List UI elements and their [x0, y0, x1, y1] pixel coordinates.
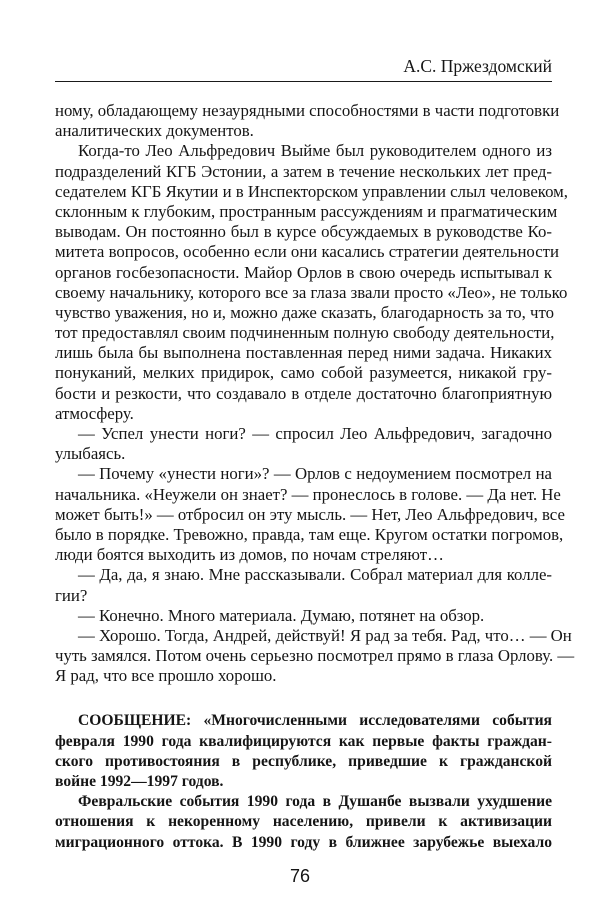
paragraph — [55, 565, 552, 605]
paragraph — [55, 424, 552, 464]
text-line: Я рад, что все прошло хорошо. — [55, 666, 277, 686]
text-line: миграционного оттока. В 1990 году в ближнее зарубежье выехало — [55, 833, 552, 851]
text-line: — Да, да, я знаю. Мне рассказывали. Собрал материал для колле- — [78, 565, 552, 585]
paragraph — [55, 141, 568, 424]
text-line: войне 1992—1997 годов. — [55, 773, 224, 790]
text-line: своему начальнику, которого все за глаза звали просто «Лео», не только — [55, 282, 568, 302]
page-number: 76 — [289, 866, 311, 886]
text-line: подразделений КГБ Эстонии, а затем в течение нескольких лет пред- — [55, 161, 552, 181]
text-line: люди боятся выходить из домов, по ночам стреляют… — [55, 545, 444, 565]
header-author: А.С. Пржездомский — [403, 56, 552, 76]
paragraph — [55, 101, 560, 141]
paragraph — [55, 625, 575, 687]
text-line: Когда-то Лео Альфредович Выйме был руководителем одного из — [78, 141, 552, 161]
paragraph — [55, 464, 565, 565]
bold-paragraph — [55, 792, 552, 853]
text-line: митета вопросов, особенно если они касались стратегии деятельности — [55, 242, 559, 262]
page-body-text — [55, 101, 575, 853]
text-line: выводам. Он постоянно был в курсе обсуждаемых в руководстве Ко- — [55, 222, 552, 242]
text-line: атмосферу. — [55, 403, 134, 423]
text-line: СООБЩЕНИЕ: «Многочисленными исследователями события — [78, 712, 552, 730]
text-line: седателем КГБ Якутии и в Инспекторском управлении слыл человеком, — [55, 181, 568, 201]
text-line: понуканий, мелких придирок, само собой разумеется, никакой гру- — [55, 363, 552, 383]
text-line: — Конечно. Много материала. Думаю, потянет на обзор. — [78, 605, 485, 625]
text-line: Февральские события 1990 года в Душанбе вызвали ухудшение — [78, 793, 552, 811]
text-line: аналитических документов. — [55, 121, 254, 141]
text-line: — Почему «унести ноги»? — Орлов с недоумением посмотрел на — [78, 464, 552, 484]
text-line: тот предоставлял своим подчиненным полную свободу деятельности, — [55, 323, 555, 343]
text-line: склонным к глубоким, пространным рассуждениям и прагматическим — [55, 201, 558, 221]
text-line: чуть замялся. Потом очень серьезно посмотрел прямо в глаза Орлову. — — [55, 646, 575, 666]
text-line: может быть!» — отбросил он эту мысль. — Нет, Лео Альфредович, все — [55, 504, 565, 524]
text-line: отношения к некоренному населению, привели к активизации — [55, 813, 552, 831]
paragraph — [55, 606, 552, 626]
bold-paragraph — [55, 711, 552, 792]
text-line: чувство уважения, но и, можно даже сказать, благодарность за то, что — [55, 302, 554, 322]
text-line: начальника. «Неужели он знает? — пронеслось в голове. — Да нет. Не — [55, 484, 561, 504]
text-line: улыбаясь. — [55, 444, 126, 464]
section-spacer — [55, 686, 552, 711]
text-line: бости и резкости, что создавало в отделе достаточно благоприятную — [55, 383, 552, 403]
text-line: органов госбезопасности. Майор Орлов в свою очередь испытывал к — [55, 262, 552, 282]
text-line: было в порядке. Тревожно, правда, там еще. Кругом остатки погромов, — [55, 524, 564, 544]
text-line: гии? — [55, 585, 88, 605]
text-line: февраля 1990 года квалифицируются как первые факты граждан- — [55, 732, 552, 750]
text-line: ского противостояния в республике, приведшие к гражданской — [55, 752, 552, 770]
text-line: ному, обладающему незаурядными способностями в части подготовки — [55, 101, 560, 120]
text-line: — Успел унести ноги? — спросил Лео Альфредович, загадочно — [78, 424, 552, 443]
text-line: лишь была бы выполнена поставленная перед ними задача. Никаких — [55, 343, 552, 363]
running-header — [55, 54, 552, 82]
text-line: — Хорошо. Тогда, Андрей, действуй! Я рад за тебя. Рад, что… — Он — [78, 625, 572, 645]
